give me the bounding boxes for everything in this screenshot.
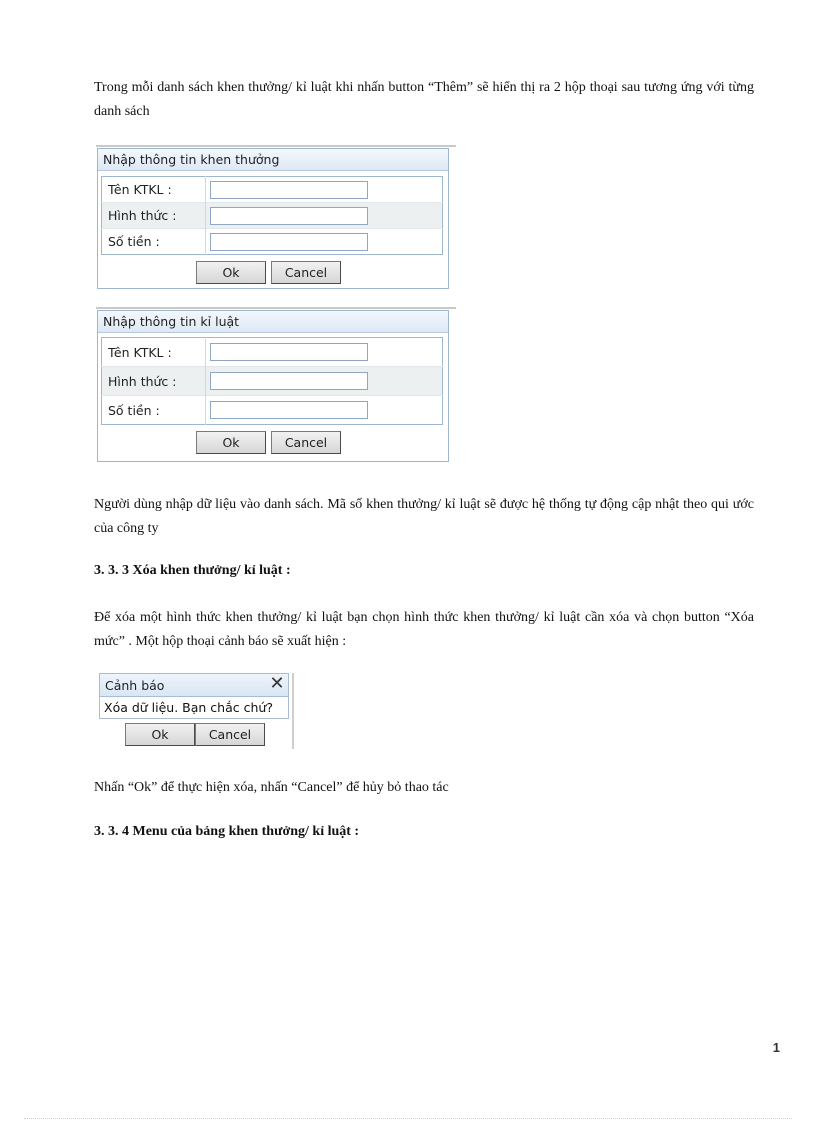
dialog-edge-divider xyxy=(292,673,294,749)
cancel-button[interactable]: Cancel xyxy=(271,261,341,284)
amount-label: Số tiền : xyxy=(102,396,206,425)
name-input[interactable] xyxy=(210,181,368,199)
name-input[interactable] xyxy=(210,343,368,361)
amount-label: Số tiền : xyxy=(102,229,206,255)
warning-message: Xóa dữ liệu. Bạn chắc chứ? xyxy=(99,697,289,719)
intro-paragraph: Trong mỗi danh sách khen thưởng/ kỉ luật khi nhấn button “Thêm” sẽ hiển thị ra 2 hộp thoại sau tương ứng với từng danh sách xyxy=(94,80,754,119)
page-number: 1 xyxy=(772,1040,780,1055)
form-label: Hình thức : xyxy=(102,203,206,229)
name-label: Tên KTKL : xyxy=(102,177,206,203)
section-heading-delete: 3. 3. 3 Xóa khen thưởng/ kỉ luật : xyxy=(94,563,291,578)
cancel-button[interactable]: Cancel xyxy=(195,723,265,746)
form-input[interactable] xyxy=(210,207,368,225)
page-bottom-rule xyxy=(24,1118,792,1119)
amount-input[interactable] xyxy=(210,401,368,419)
confirm-paragraph: Nhấn “Ok” để thực hiện xóa, nhấn “Cancel” để hủy bỏ thao tác xyxy=(94,780,449,795)
delete-paragraph: Để xóa một hình thức khen thưởng/ kỉ luật bạn chọn hình thức khen thưởng/ kỉ luật cần xóa và chọn button “Xóa mức” . Một hộp thoại cảnh báo sẽ xuất hiện : xyxy=(94,610,754,649)
ok-button[interactable]: Ok xyxy=(125,723,195,746)
ok-button[interactable]: Ok xyxy=(196,431,266,454)
section-heading-menu: 3. 3. 4 Menu của bảng khen thưởng/ kỉ luật : xyxy=(94,824,360,839)
discipline-form-table xyxy=(101,337,443,425)
dialog-title: Nhập thông tin khen thưởng xyxy=(98,149,448,171)
form-input[interactable] xyxy=(210,372,368,390)
dialog-title: Nhập thông tin kỉ luật xyxy=(98,311,448,333)
auto-update-paragraph: Người dùng nhập dữ liệu vào danh sách. Mã số khen thưởng/ kỉ luật sẽ được hệ thống tự động cập nhật theo qui ước của công ty xyxy=(94,497,754,536)
close-icon[interactable]: ✕ xyxy=(269,673,285,694)
reward-input-dialog xyxy=(97,148,449,289)
cancel-button[interactable]: Cancel xyxy=(271,431,341,454)
form-label: Hình thức : xyxy=(102,367,206,396)
warning-title xyxy=(99,673,289,697)
name-label: Tên KTKL : xyxy=(102,338,206,367)
reward-form-table xyxy=(101,176,443,255)
warning-title-text: Cảnh báo xyxy=(105,678,165,693)
amount-input[interactable] xyxy=(210,233,368,251)
warning-dialog xyxy=(99,673,289,747)
ok-button[interactable]: Ok xyxy=(196,261,266,284)
discipline-input-dialog xyxy=(97,310,449,462)
